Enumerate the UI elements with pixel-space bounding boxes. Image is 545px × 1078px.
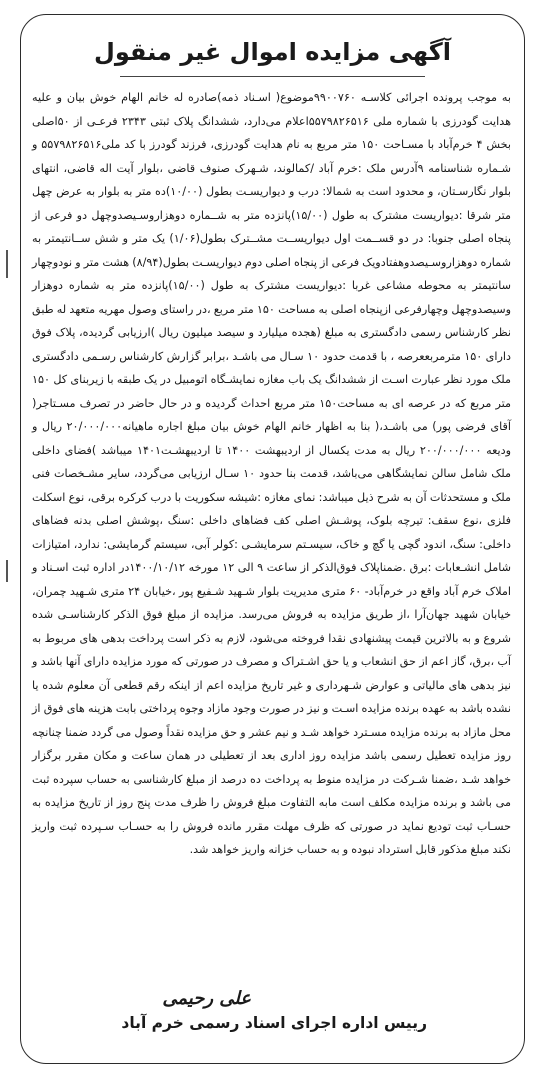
notice-body: به موجب پرونده اجرائی کلاسـه ۹۹۰۰۷۶۰موضوع( اسـناد ذمه)صادره له خانم الهام خوش بیان و علیه هدایت گودرزی با شماره ملی ۵۵۷۹۸۲۶۵۱۶اعلام می‌دارد، ششدانگ پلاک ثبتی ۲۳۴۳ فرعـی از ۵۰اصلی بخش ۴ خرم‌آباد با مسـاحت ۱۵۰ متر مربع به نام هدایت گودرزی، فرزند گودرز با کد ملی۵۵۷۹۸۲۶۵۱۶ و شـماره شناسنامه ۹آدرس ملک :خرم آباد /کمالوند، شـهرک صنوف قاضی ،بلوار آیت اله قاضی، انتهای بلوار نگارسـتان، و محدود است به شمالا: درب و دیواریسـت بطول (۱۰/۰۰)ده متر به بلوار به عرض چهل متر شرقا :دیواریست مشترک به طول (۱۵/۰۰)پانزده متر به شــماره دوهزاروسـیصدوچهل دو فرعی از پنجاه اصلی جنوبا: در دو قســمت اول دیواریســت مشــترک بطول(۱/۰۶) یک متر و شش ســانتیمتر به شماره دوهزاروسـیصدوهفتادویک فرعی از پنجاه اصلی دوم دیواریسـت بطول(۸/۹۴) هشت متر و نودوچهار سانتیمتر به محوطه مشاعی غربا :دیواریست مشترک به طول (۱۵/۰۰)پانزده متر به شماره دوهزار وسیصدوچهل وچهارفرعی ازپنجاه اصلی به مساحت ۱۵۰ متر مربع ،در راستای وصول مهریه متعهد له طبق نظر کارشناس رسمی دادگستری به مبلغ (هجده میلیارد و سیصد میلیون ریال )ارزیابی گردیده، پلاک فوق دارای ۱۵۰ مترمربععرصه ، با قدمت حدود ۱۰ سـال می باشـد ،برابر گزارش کارشناس رسـمی دادگستری ملک مورد نظر عبارت اسـت از ششدانگ یک باب مغازه نمایشـگاه اتومبیل در یک طبقه با زیربنای کل ۱۵۰ متر مربع که در عرصه ای به مساحت۱۵۰ متر مربع احداث گردیده و در حال حاضر در تصرف مسـتاجر( آقای فرضی پور) می باشـد،( بنا به اظهار خانم الهام خوش بیان مبلغ اجاره ماهیانه۲۰/۰۰۰/۰۰۰ ریال و ودیعه ۲۰۰/۰۰۰/۰۰۰ ریال به مدت یکسال از اردیبهشت ۱۴۰۰ تا اردیبهشـت۱۴۰۱ میباشد )فضای داخلی ملک شامل سالن نمایشگاهی می‌باشد، قدمت بنا حدود ۱۰ سـال ارزیابی می‌گردد، سایر مشـخصات فنی ملک و مستحدثات آن به شرح ذیل میباشد: نمای مغازه :شیشه سکوریت با درب کرکره برقی، نوع اسکلت فلزی ،نوع سقف: تیرچه بلوک، پوشـش اصلی کف فضاهای داخلی :سنگ ،پوشش اصلی بدنه فضاهای داخلی: سنگ، اندود گچی یا گچ و خاک، سیسـتم سرمایشـی :کولر آبی، سیستم گرمایشی: ندارد، امتیازات شامل انشـعابات :برق .ضمناپلاک فوق‌الذکر از ساعت ۹ الی ۱۲ مورخه ۱۴۰۰/۱۰/۱۲در اداره ثبت اسـناد و املاک خرم آباد واقع در خرم‌آباد- ۶۰ متری مدیریت بلوار شـهید شـفیع پور ،خیابان ۲۴ متری شـهید چمران، خیابان شهید جهان‌آرا ،از طریق مزایده به فروش می‌رسد. مزایده از مبلغ فوق الذکر کارشناسـی شده شروع و به بالاترین قیمت پیشنهادی نقدا فروخته می‌شود، لازم به ذکر است پرداخت بدهی های مربوط به آب ،برق، گاز اعم از حق انشعاب و یا حق اشـتراک و مصرف در صورتی که مورد مزایده دارای آنها باشد و نیز بدهی های مالیاتی و عوارض شـهرداری و غیر تاریخ مزایده اعم از اینکه رقم قطعی آن معلوم شده یا نشده باشد به عهده برنده مزایده اسـت و نیز در صورت وجود مازاد وجوه پرداختی بابت هزینه های فوق از محل مازاد به برنده مزایده مسـترد خواهد شـد و نیم عشر و حق مزایده نقداً وصول می گردد ضمنا چنانچه روز مزایده تعطیل رسمی باشد مزایده روز اداری بعد از تعطیلی در همان ساعت و مکان مقرر برگزار خواهد شـد ،ضمنا شـرکت در مزایده منوط به پرداخت ده درصد از مبلغ کارشناسی به حساب سپرده ثبت می باشد و برنده مزایده مکلف است مابه التفاوت مبلغ فروش را ظرف مدت پنج روز از تاریخ مزایده به حسـاب ثبت تودیع نماید در صورتی که ظرف مهلت مقرر مانده فروش را به حسـاب سـپرده ثبت واریز نکند مبلغ مذکور قابل استرداد نبوده و به حساب خزانه واریز خواهد شد. <box>32 91 512 856</box>
margin-mark <box>6 560 8 582</box>
title-divider <box>120 76 425 77</box>
signer-title: رییس اداره اجرای اسناد رسمی خرم آباد <box>121 1014 427 1032</box>
margin-mark <box>6 250 8 278</box>
notice-title: آگهی مزایده اموال غیر منقول <box>94 38 451 66</box>
signer-name: علی رحیمی <box>162 988 251 1009</box>
